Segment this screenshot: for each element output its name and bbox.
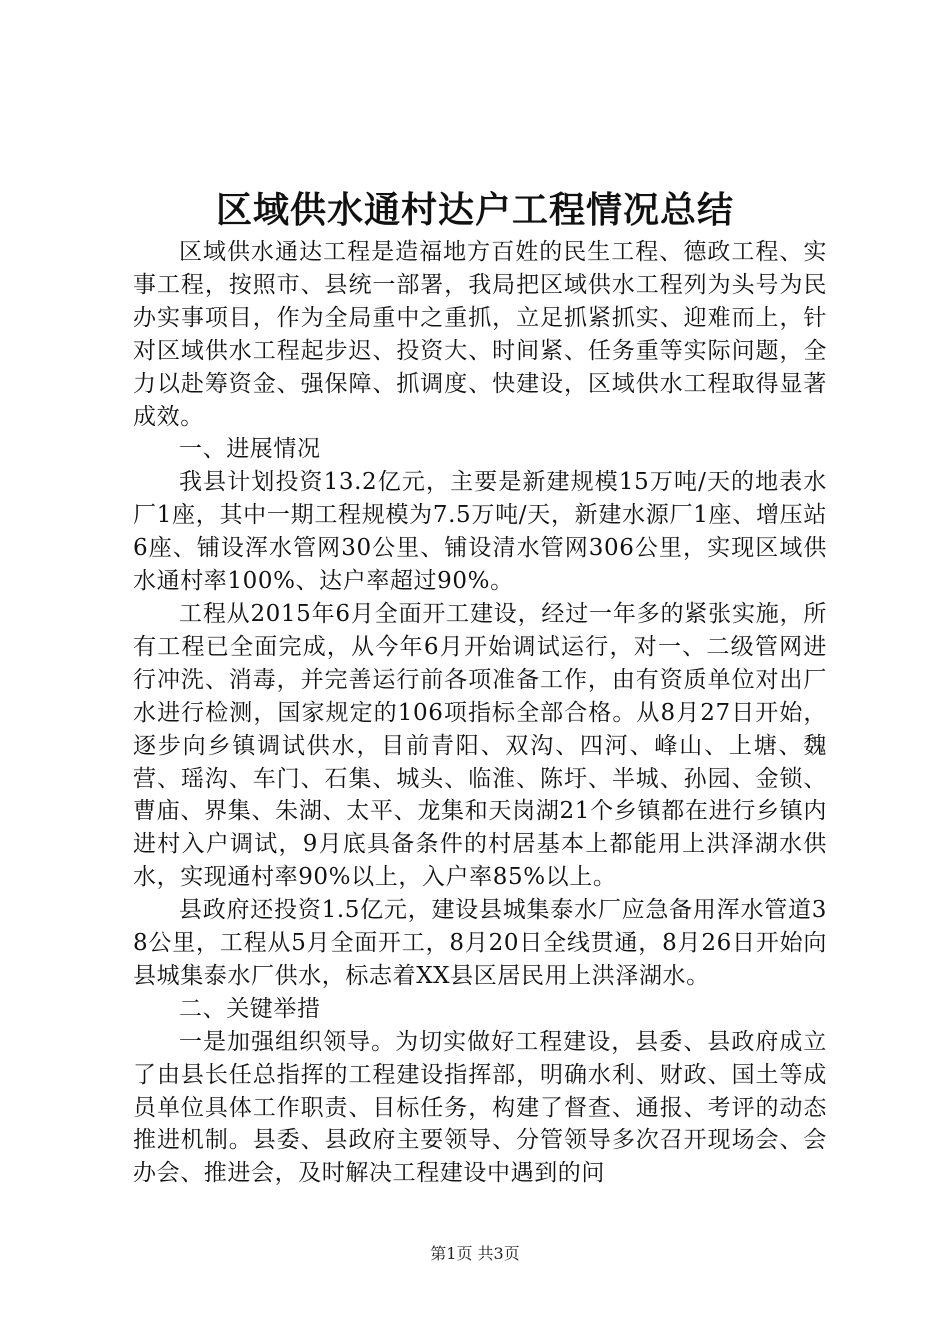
paragraph-construction: 工程从2015年6月全面开工建设，经过一年多的紧张实施，所有工程已全面完成，从今年6月开始调试运行，对一、二级管网进行冲洗、消毒，并完善运行前各项准备工作，由有资质单位对出厂水进行检测，国家规定的106项指标全部合格。从8月27日开始，逐步向乡镇调试供水，目前青阳、双沟、四河、峰山、上塘、魏营、瑶沟、车门、石集、城头、临淮、陈圩、半城、孙园、金锁、曹庙、界集、朱湖、太平、龙集和天岗湖21个乡镇都在进行乡镇内进村入户调试，9月底具备条件的村居基本上都能用上洪泽湖水供水，实现通村率90%以上，入户率85%以上。 — [133, 600, 827, 891]
paragraph-intro: 区域供水通达工程是造福地方百姓的民生工程、德政工程、实事工程，按照市、县统一部署，我局把区域供水工程列为头号为民办实事项目，作为全局重中之重抓，立足抓紧抓实、迎难而上，针对区域供水工程起步迟、投资大、时间紧、任务重等实际问题，全力以赴筹资金、强保障、抓调度、快建设，区域供水工程取得显著成效。 — [133, 239, 827, 430]
page-footer: 第1页 共3页 — [430, 1244, 520, 1263]
document-body — [133, 236, 827, 1190]
paragraph-county-government: 县政府还投资1.5亿元，建设县城集泰水厂应急备用浑水管道38公里，工程从5月全面开工，8月20日全线贯通，8月26日开始向县城集泰水厂供水，标志着XX县区居民用上洪泽湖水。 — [133, 897, 827, 989]
document-title: 区域供水通村达户工程情况总结 — [215, 189, 734, 231]
paragraph-investment: 我县计划投资13.2亿元，主要是新建规模15万吨/天的地表水厂1座，其中一期工程规模为7.5万吨/天，新建水源厂1座、增压站6座、铺设浑水管网30公里、铺设清水管网306公里，实现区域供水通村率100%、达户率超过90%。 — [133, 469, 827, 595]
section-heading-key-measures: 二、关键举措 — [179, 995, 321, 1022]
section-heading-progress: 一、进展情况 — [179, 436, 321, 463]
paragraph-leadership: 一是加强组织领导。为切实做好工程建设，县委、县政府成立了由县长任总指挥的工程建设指挥部，明确水利、财政、国土等成员单位具体工作职责、目标任务，构建了督查、通报、考评的动态推进机制。县委、县政府主要领导、分管领导多次召开现场会、会办会、推进会，及时解决工程建设中遇到的问 — [133, 1028, 827, 1187]
